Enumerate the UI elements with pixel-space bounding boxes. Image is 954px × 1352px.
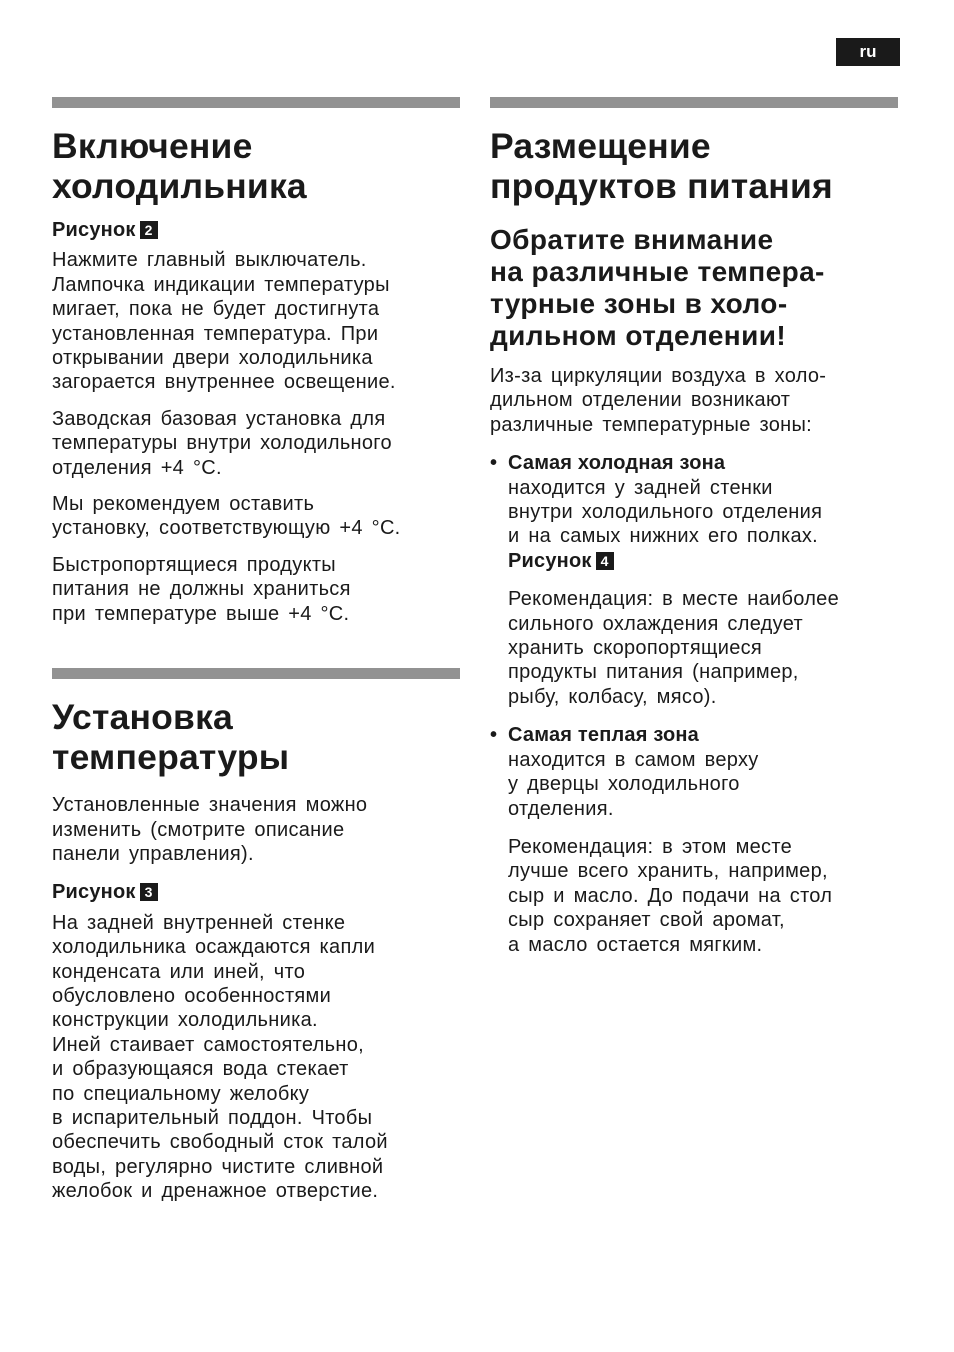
section-subtitle-zones: Обратите внимание на различные темпера- турные зоны в холо- дильном отделении! [490, 224, 825, 351]
figure-number: 4 [596, 552, 614, 570]
section-divider [52, 97, 460, 108]
figure-reference [52, 218, 460, 242]
section-title-switch-on: Включение холодильника [52, 126, 307, 206]
paragraph: Нажмите главный выключатель. Лампочка индикации температуры мигает, пока не будет достигнута установленная температура. При открывании двери холодильника загорается внутреннее освещение. [52, 249, 396, 394]
paragraph: находится у задней стенки внутри холодильного отделения и на самых нижних его полках. [508, 476, 823, 548]
paragraph: Из-за циркуляции воздуха в холо- дильном отделении возникают различные температурные зоны: [490, 365, 827, 436]
section-divider [52, 668, 460, 679]
figure-label: Рисунок [52, 219, 136, 241]
figure-label: Рисунок [52, 881, 136, 904]
section-title-food-placement: Размещение продуктов питания [490, 126, 833, 206]
figure-number: 3 [140, 883, 158, 901]
list-item-coldest-zone [490, 451, 898, 709]
paragraph: Заводская базовая установка для температуры внутри холодильного отделения +4 °C. [52, 407, 392, 479]
paragraph: Быстропортящиеся продукты питания не должны храниться при температуре выше +4 °C. [52, 553, 351, 625]
bullet-heading: Самая холодная зона [508, 452, 726, 475]
section-divider [490, 97, 898, 108]
section-title-temperature: Установка температуры [52, 697, 290, 778]
figure-label: Рисунок [508, 549, 592, 572]
figure-number: 2 [140, 221, 158, 239]
bullet-heading: Самая теплая зона [508, 724, 700, 747]
paragraph: На задней внутренней стенке холодильника осаждаются капли конденсата или иней, что обусловлено особенностями конструкции холодильника. Иней стаивает самостоятельно, и образующаяся вода стекает по специальному желобку в испарительный поддон. Чтобы обеспечить свободный сток талой воды, регулярно чистите сливной желобок и дренажное отверстие. [52, 911, 388, 1203]
paragraph: Мы рекомендуем оставить установку, соответствующую +4 °C. [52, 493, 401, 540]
paragraph: Рекомендация: в месте наиболее сильного охлаждения следует хранить скоропортящиеся продукты питания (например, рыбу, колбасу, мясо). [508, 588, 840, 708]
figure-reference [52, 880, 460, 904]
right-column [490, 97, 898, 957]
figure-reference [508, 549, 898, 573]
paragraph: Рекомендация: в этом месте лучше всего хранить, например, сыр и масло. До подачи на стол сыр сохраняет свой аромат, а масло остается мягким. [508, 835, 833, 956]
paragraph: Установленные значения можно изменить (смотрите описание панели управления). [52, 794, 368, 865]
left-column [52, 97, 460, 1204]
bullet-marker: • [490, 724, 498, 747]
language-badge: ru [836, 38, 900, 66]
list-item-warmest-zone [490, 723, 898, 957]
paragraph: находится в самом верху у дверцы холодильного отделения. [508, 748, 759, 820]
bullet-marker: • [490, 452, 498, 475]
